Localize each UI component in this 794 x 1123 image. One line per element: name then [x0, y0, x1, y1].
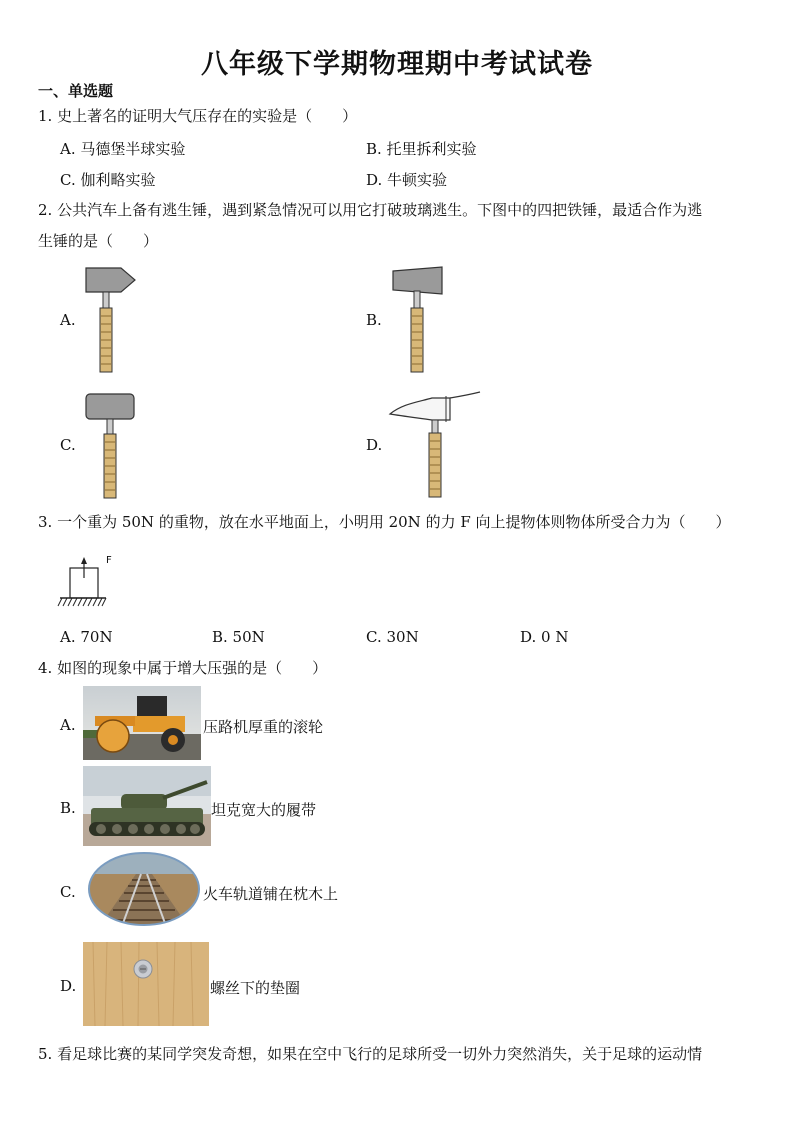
railway-track-image: [88, 852, 200, 926]
question-4-option-b-text: 坦克宽大的履带: [211, 801, 317, 819]
question-1-option-d[interactable]: D. 牛顿实验: [366, 171, 448, 189]
question-2-stem-line2: 生锤的是（ ）: [38, 232, 159, 250]
question-2-option-c[interactable]: C.: [60, 436, 76, 454]
question-1-option-b[interactable]: B. 托里拆利实验: [366, 140, 477, 158]
hammer-curved-image: [388, 390, 484, 500]
question-4-option-c-text: 火车轨道铺在枕木上: [203, 885, 339, 903]
question-2-option-b[interactable]: B.: [366, 311, 382, 329]
screw-washer-image: [83, 942, 209, 1026]
force-label: F: [106, 555, 112, 566]
question-4-option-a[interactable]: A.: [60, 716, 76, 734]
question-2-stem-line1: 2. 公共汽车上备有逃生锤，遇到紧急情况可以用它打破玻璃逃生。下图中的四把铁锤，最适合作为逃: [38, 201, 703, 219]
tank-image: [83, 766, 211, 846]
hammer-flat-image: [85, 392, 137, 500]
question-4-stem: 4. 如图的现象中属于增大压强的是（ ）: [38, 659, 328, 677]
question-2-option-a[interactable]: A.: [60, 311, 76, 329]
page-title: 八年级下学期物理期中考试试卷: [201, 49, 593, 80]
question-2-option-d[interactable]: D.: [366, 436, 383, 454]
question-4-option-c[interactable]: C.: [60, 883, 76, 901]
question-3-option-a[interactable]: A. 70N: [60, 628, 113, 646]
hammer-pointed-image: [85, 266, 137, 374]
question-3-stem: 3. 一个重为 50N 的重物，放在水平地面上，小明用 20N 的力 F 向上提物体则物体所受合力为（ ）: [38, 513, 731, 531]
question-3-option-b[interactable]: B. 50N: [212, 628, 265, 646]
question-4-option-a-text: 压路机厚重的滚轮: [203, 718, 324, 736]
question-4-option-b[interactable]: B.: [60, 799, 76, 817]
question-3-option-d[interactable]: D. 0 N: [520, 628, 569, 646]
hammer-axe-image: [392, 266, 444, 374]
question-3-option-c[interactable]: C. 30N: [366, 628, 419, 646]
question-1-option-a[interactable]: A. 马德堡半球实验: [60, 140, 186, 158]
section-heading: 一、单选题: [38, 82, 114, 100]
question-5-stem: 5. 看足球比赛的某同学突发奇想，如果在空中飞行的足球所受一切外力突然消失，关于足球的运动情: [38, 1045, 703, 1063]
question-1-stem: 1. 史上著名的证明大气压存在的实验是（ ）: [38, 107, 358, 125]
question-1-option-c[interactable]: C. 伽利略实验: [60, 171, 156, 189]
road-roller-image: [83, 686, 201, 760]
question-4-option-d[interactable]: D.: [60, 977, 77, 995]
question-4-option-d-text: 螺丝下的垫圈: [210, 979, 301, 997]
